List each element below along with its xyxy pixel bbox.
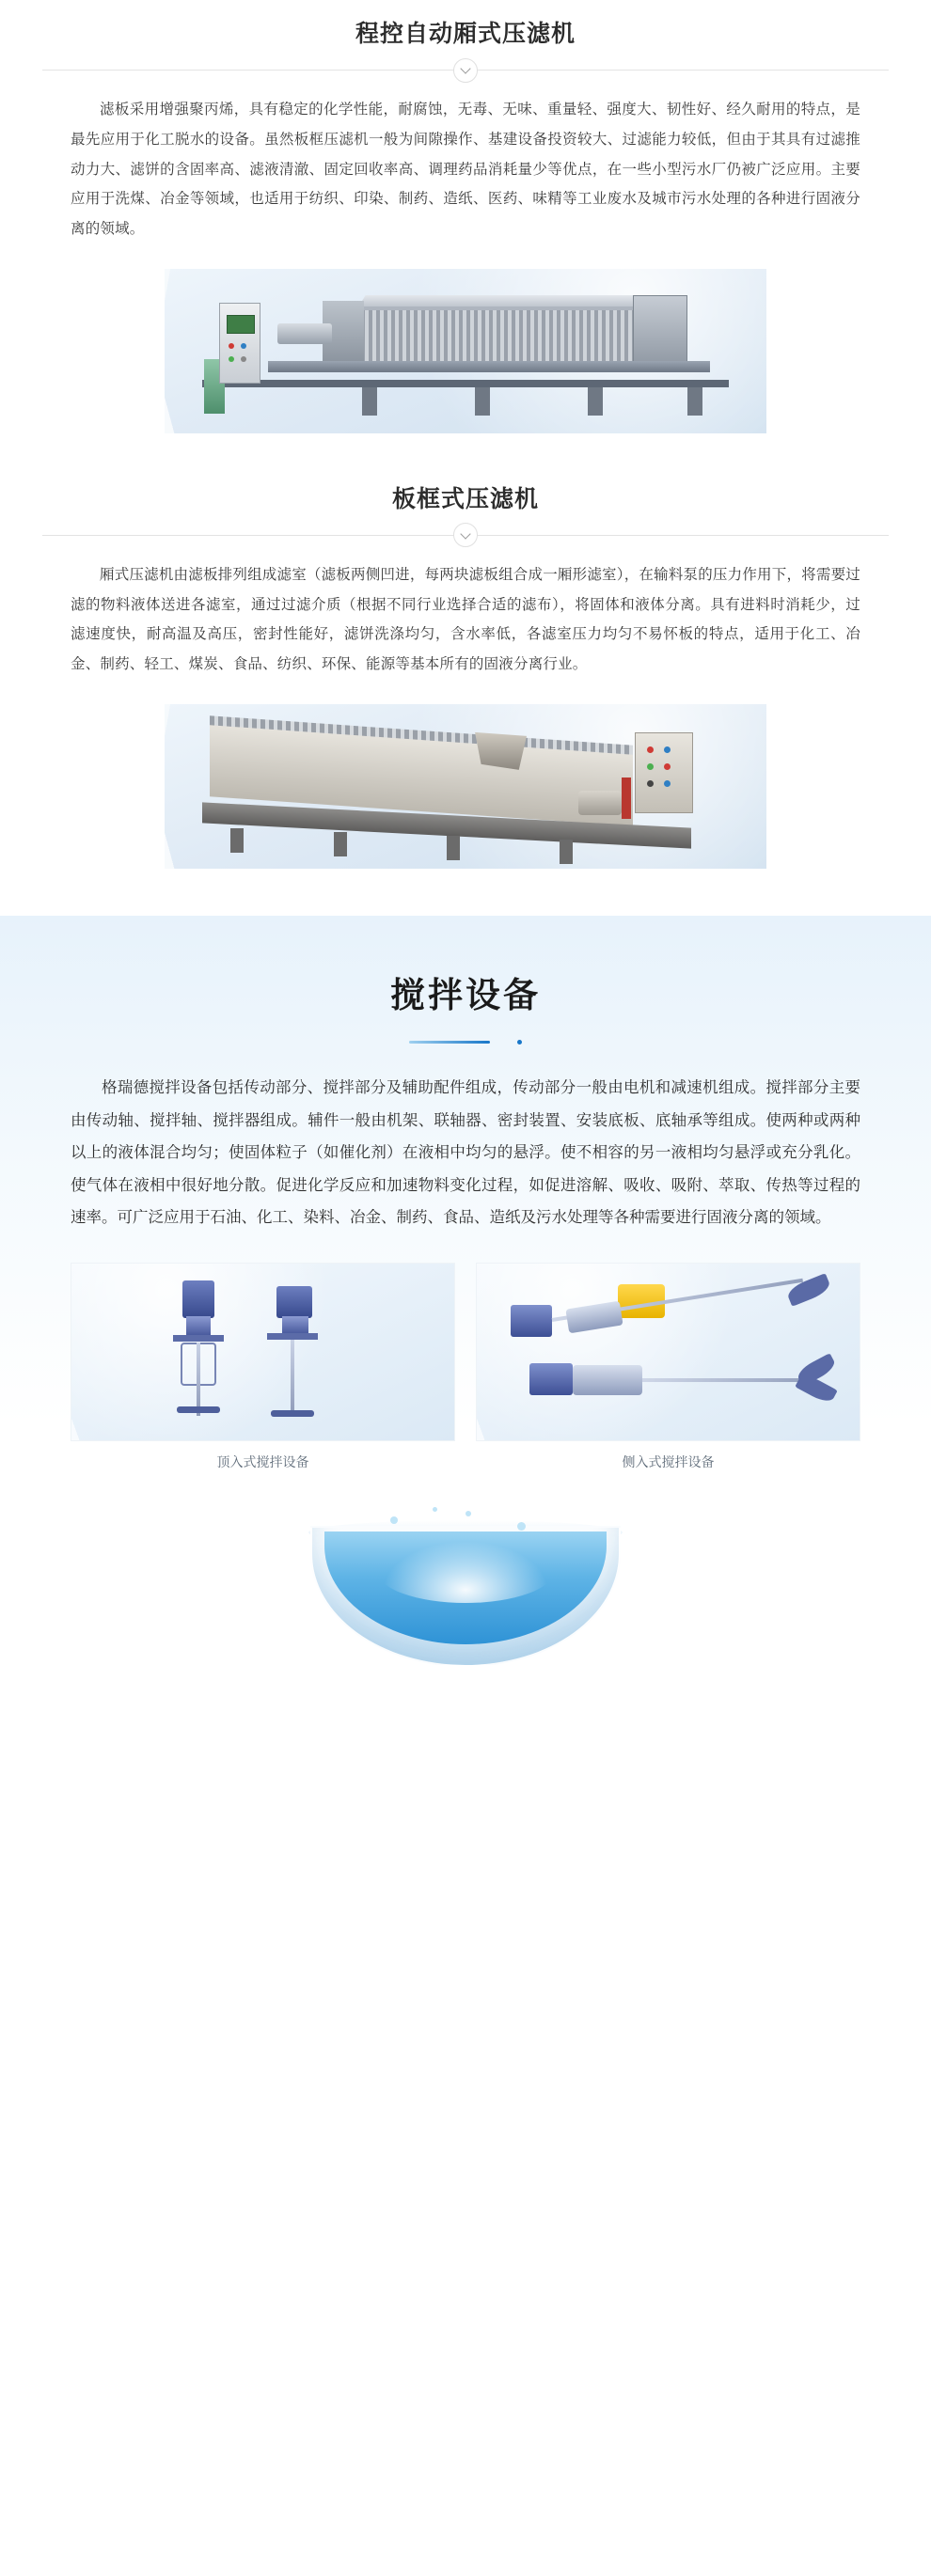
filter-plates-stack xyxy=(357,306,639,365)
mixer-card-top-entry[interactable] xyxy=(71,1263,455,1471)
support-leg xyxy=(362,387,377,416)
plate-frame-filter-press-photo xyxy=(165,704,766,869)
mixer-impeller-blade xyxy=(177,1406,220,1413)
mixing-section-title: 搅拌设备 xyxy=(390,975,541,1014)
top-entry-mixer-photo xyxy=(71,1263,455,1441)
control-panel xyxy=(219,303,260,384)
mixer-motor xyxy=(276,1286,312,1318)
mixer-card-side-entry[interactable] xyxy=(476,1263,860,1471)
mixing-equipment-description: 格瑞德搅拌设备包括传动部分、搅拌部分及辅助配件组成，传动部分一般由电机和减速机组成。搅拌部分主要由传动轴、搅拌轴、搅拌器组成。辅件一般由机架、联轴器、密封装置、安装底板、底轴承等组成。使两种或两种以上的液体混合均匀；使固体粒子（如催化剂）在液相中均匀的悬浮。使不相容的另一液相均匀悬浮或充分乳化。使气体在液相中很好地分散。促进化学反应和加速物料变化过程，如促进溶解、吸收、吸附、萃取、传热等过程的速率。可广泛应用于石油、化工、染料、冶金、制药、食品、造纸及污水处理等各种需要进行固液分离的领域。 xyxy=(71,1078,860,1227)
red-pipe xyxy=(622,778,631,819)
cabinet-indicator xyxy=(647,763,654,770)
mixer-shaft xyxy=(197,1343,200,1416)
support-leg xyxy=(447,836,460,860)
mixer-motor xyxy=(182,1280,214,1318)
mixer-impeller-blade xyxy=(271,1410,314,1417)
bottom-spacer xyxy=(0,1703,931,1736)
cabinet-indicator xyxy=(664,763,671,770)
plate-frame-image-wrap xyxy=(165,704,766,869)
control-panel-button xyxy=(229,356,234,362)
chamber-filter-press-image-wrap xyxy=(165,269,766,433)
water-bowl-illustration xyxy=(277,1505,654,1703)
discharge-chute xyxy=(475,732,527,770)
cabinet-indicator xyxy=(664,780,671,787)
chevron-down-icon[interactable] xyxy=(453,523,478,547)
drive-motor xyxy=(578,791,622,815)
control-panel-button xyxy=(229,343,234,349)
machine-rail xyxy=(268,361,710,372)
mixer-mount-plate xyxy=(173,1335,224,1342)
mixer-motor xyxy=(529,1363,573,1395)
machine-base-beam xyxy=(202,380,729,387)
mixer-gear-housing xyxy=(573,1365,642,1395)
mixer-gearbox xyxy=(186,1316,211,1335)
page-title: 程控自动厢式压滤机 xyxy=(355,21,576,47)
control-panel-button xyxy=(241,356,246,362)
support-leg xyxy=(475,387,490,416)
mixer-shaft xyxy=(291,1340,294,1417)
title-divider xyxy=(42,535,889,536)
section-mixing-equipment xyxy=(0,916,931,1736)
support-leg xyxy=(687,387,702,416)
plate-frame-filter-press-description: 厢式压滤机由滤板排列组成滤室（滤板两侧凹进，每两块滤板组合成一厢形滤室），在输料泵的压力作用下，将需要过滤的物料液体送进各滤室，通过过滤介质（根据不同行业选择合适的滤布），将固体和液体分离。具有进料时消耗少，过滤速度快，耐高温及高压，密封性能好，滤饼洗涤均匀，含水率低，各滤室压力均匀不易怀板的特点，适用于化工、冶金、制药、轻工、煤炭、食品、纺织、环保、能源等基本所有的固液分离行业。 xyxy=(71,566,860,673)
underline-dot xyxy=(517,1040,522,1045)
photo-light-rays xyxy=(71,1264,454,1440)
control-cabinet xyxy=(635,732,693,813)
side-entry-mixer-photo xyxy=(476,1263,860,1441)
mixer-mount-plate xyxy=(267,1333,318,1340)
mixer-shaft xyxy=(642,1378,812,1382)
chamber-filter-press-photo xyxy=(165,269,766,433)
control-panel-button xyxy=(241,343,246,349)
chamber-filter-press-description: 滤板采用增强聚丙烯，具有稳定的化学性能，耐腐蚀，无毒、无味、重量轻、强度大、韧性好、经久耐用的特点，是最先应用于化工脱水的设备。虽然板框压滤机一般为间隙操作、基建设备投资较大、过滤能力较低，但由于其具有过滤推动力大、滤饼的含固率高、滤液清澈、固定回收率高、调理药品消耗量少等优点，在一些小型污水厂仍被广泛应用。主要应用于洗煤、冶金等领域，也适用于纺织、印染、制药、造纸、医药、味精等工业废水及城市污水处理的各种进行固液分离的领域。 xyxy=(71,102,860,238)
underline-bar xyxy=(409,1041,490,1044)
cabinet-indicator xyxy=(647,780,654,787)
support-leg xyxy=(560,840,573,864)
chevron-down-icon[interactable] xyxy=(453,58,478,83)
water-droplet xyxy=(466,1511,471,1516)
press-head xyxy=(633,295,687,370)
support-leg xyxy=(588,387,603,416)
cabinet-indicator xyxy=(647,746,654,753)
section-plate-frame-filter-press xyxy=(0,465,931,878)
support-leg xyxy=(230,828,244,853)
cabinet-indicator xyxy=(664,746,671,753)
mixer-gearbox xyxy=(282,1316,308,1333)
mixer-card-row xyxy=(71,1263,860,1471)
title-divider xyxy=(42,70,889,71)
water-splash xyxy=(376,1537,555,1603)
control-panel-screen xyxy=(227,315,255,334)
support-leg xyxy=(334,832,347,856)
water-droplet xyxy=(433,1507,437,1512)
top-entry-mixer-caption: 顶入式搅拌设备 xyxy=(216,1454,309,1470)
section-chamber-filter-press xyxy=(0,0,931,443)
title-underline xyxy=(409,1040,522,1044)
mixer-motor xyxy=(511,1305,552,1337)
side-entry-mixer-caption: 侧入式搅拌设备 xyxy=(622,1454,715,1470)
hydraulic-cylinder xyxy=(277,323,332,344)
section-title-plate-frame: 板框式压滤机 xyxy=(391,485,539,512)
